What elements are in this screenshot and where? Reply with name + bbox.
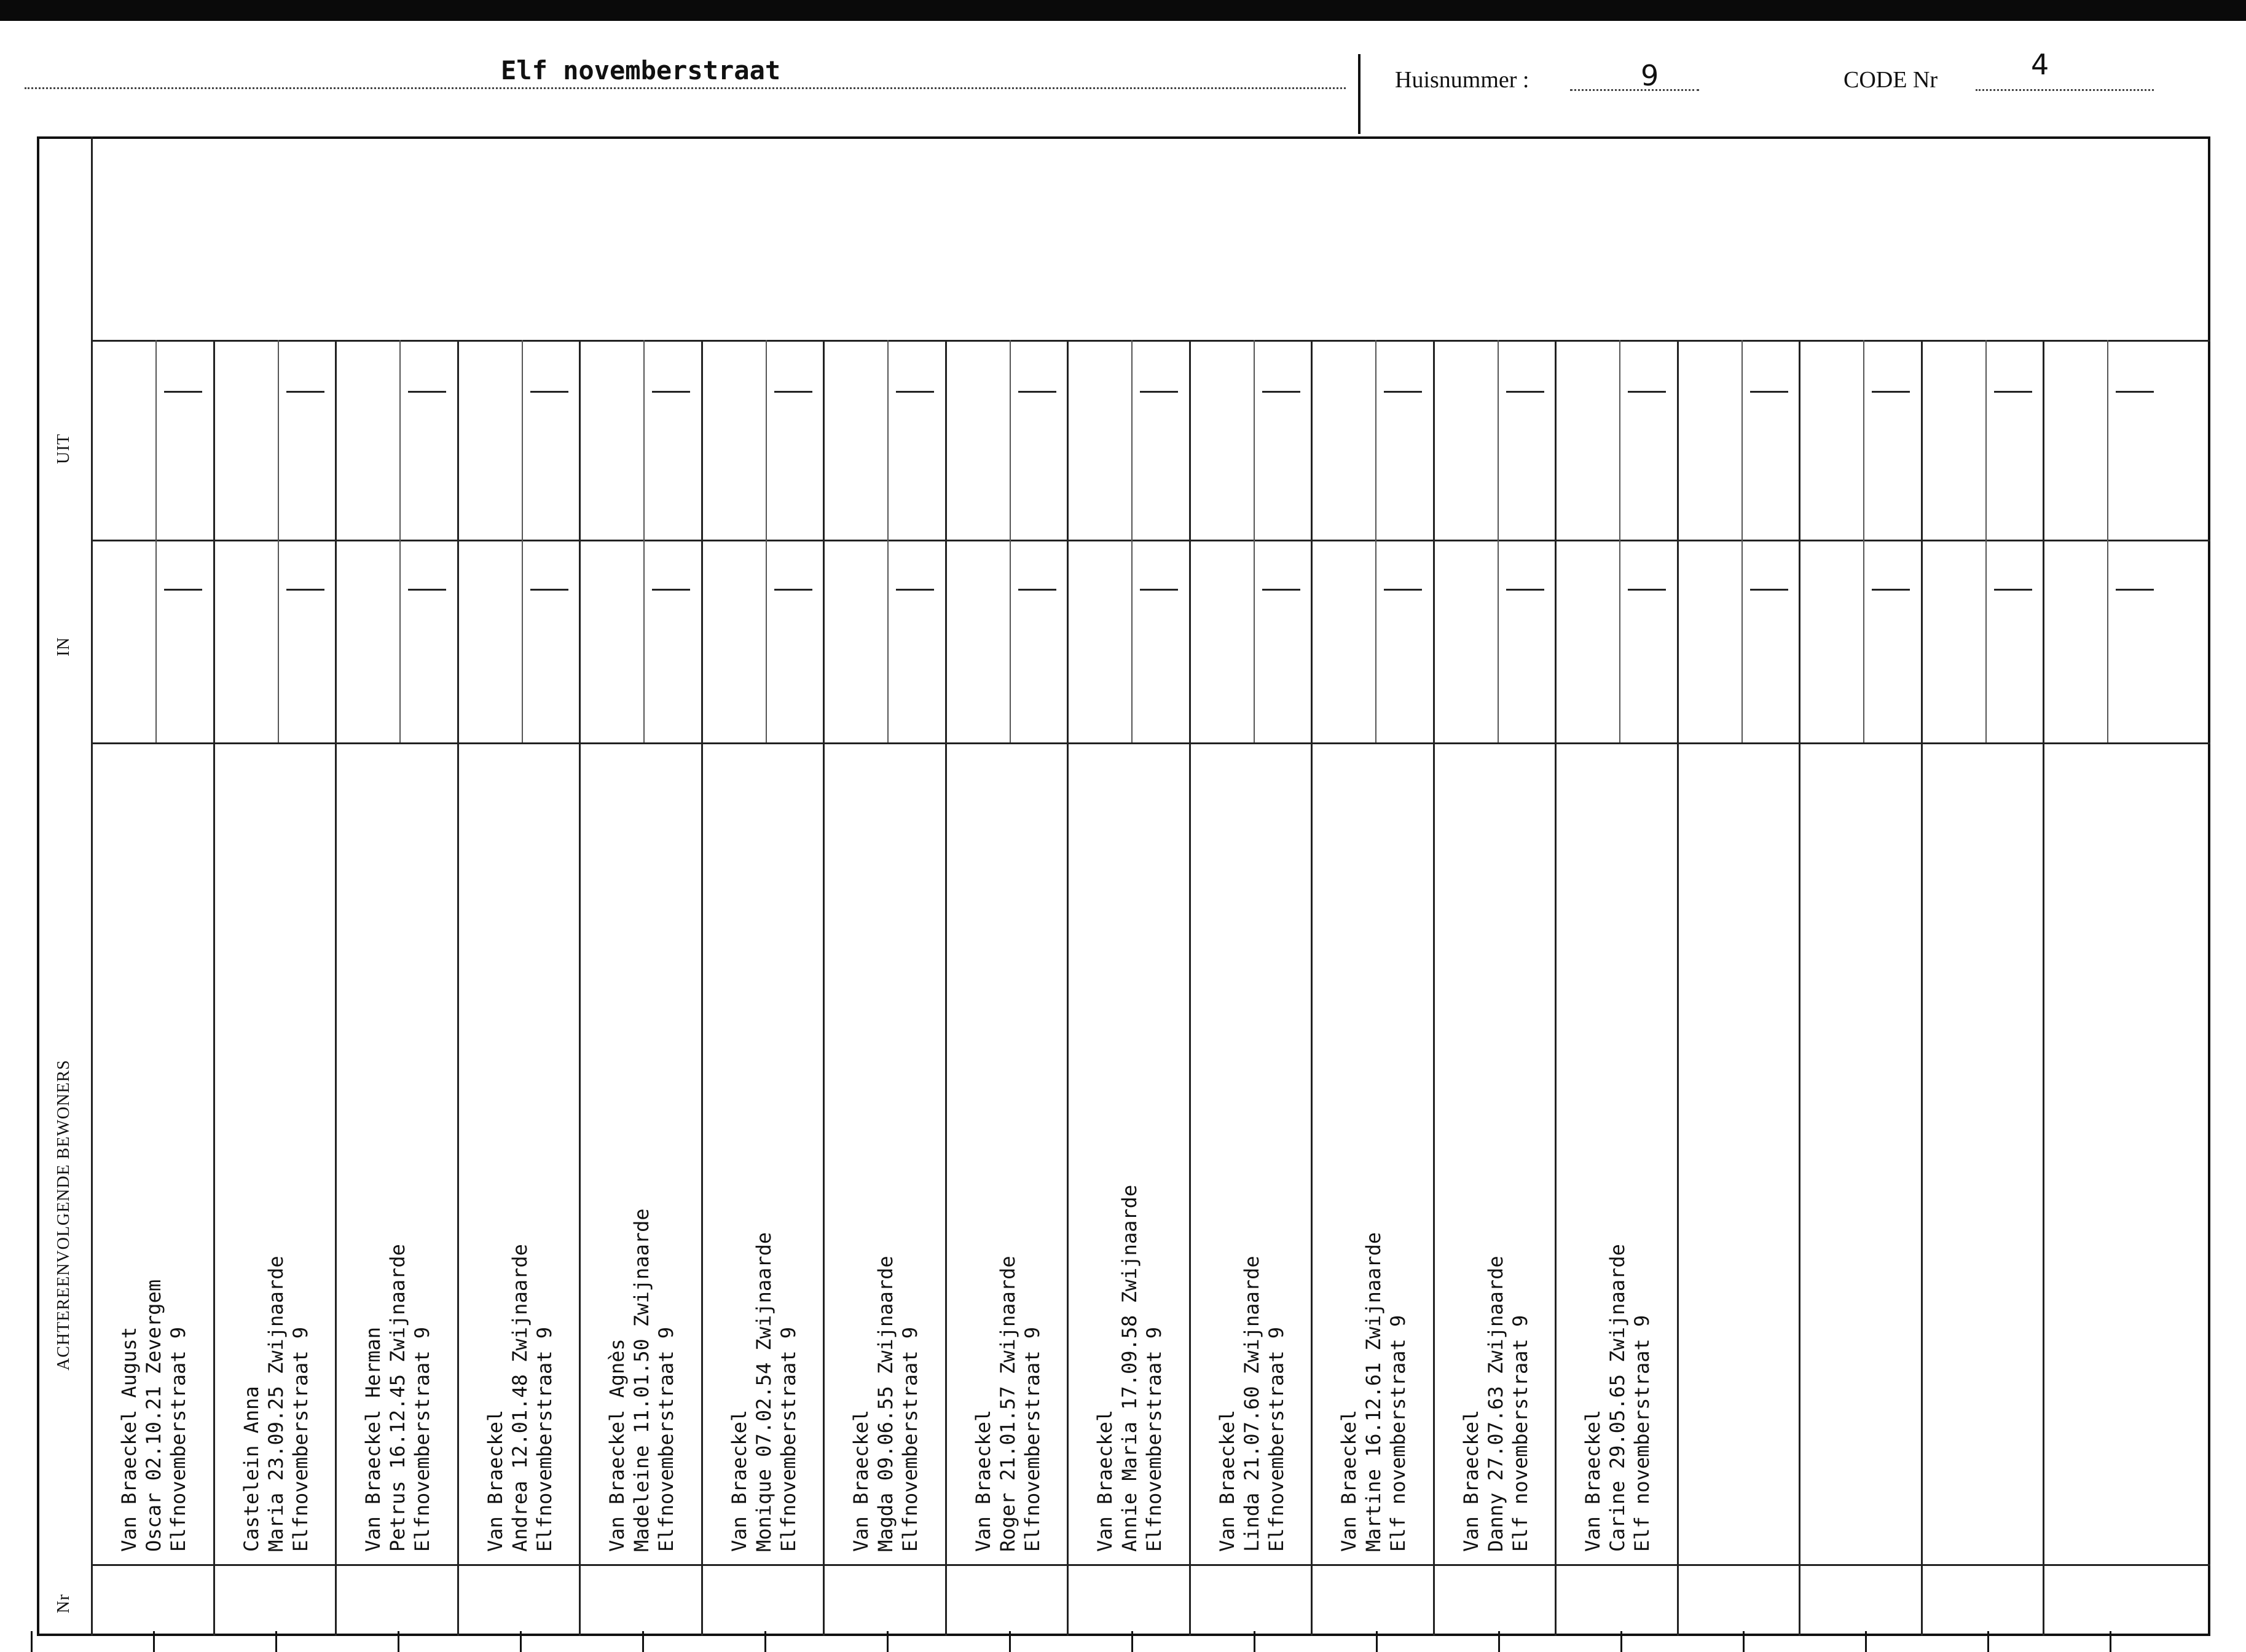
row-border-uit-top [91, 340, 2210, 342]
empty-dash-in [774, 589, 812, 591]
column-subdivider [1254, 340, 1255, 742]
resident-birthdate: 11.01.50 [630, 1339, 653, 1434]
resident-address: Elfnovemberstraat 9 [167, 1326, 190, 1552]
code-dotline [1976, 89, 2154, 91]
empty-dash-uit [1140, 391, 1178, 393]
column-border [1311, 340, 1313, 1636]
column-border [1921, 340, 1923, 1636]
resident-name: Van Braeckel [484, 1409, 507, 1552]
row-border-bewoners-top [91, 742, 2210, 744]
empty-dash-uit [164, 391, 202, 393]
resident-entry [117, 1280, 190, 1552]
column-subdivider [1619, 340, 1620, 742]
resident-entry [1093, 1185, 1166, 1552]
empty-dash-in [1140, 589, 1178, 591]
resident-firstname: Andrea [508, 1481, 532, 1552]
huisnummer-label: Huisnummer : [1395, 67, 1529, 93]
empty-dash-uit [774, 391, 812, 393]
column-border [1067, 340, 1069, 1636]
empty-dash-uit [530, 391, 568, 393]
resident-name: Van Braeckel [1337, 1409, 1361, 1552]
resident-firstname: Carine [1606, 1481, 1629, 1552]
empty-dash-uit [408, 391, 446, 393]
resident-birthplace: Zwijnaarde [508, 1244, 532, 1363]
label-column-border [91, 136, 93, 1636]
resident-name: Van Braeckel [728, 1409, 751, 1552]
resident-birthplace: Zwijnaarde [1118, 1184, 1141, 1304]
resident-address: Elfnovemberstraat 9 [1265, 1326, 1288, 1552]
column-border [945, 340, 947, 1636]
resident-name: Van Braeckel Agnès [605, 1339, 629, 1552]
header-separator [1358, 54, 1361, 134]
resident-address: Elfnovemberstraat 9 [654, 1326, 678, 1552]
resident-firstname: Martine [1362, 1469, 1385, 1552]
empty-dash-in [1994, 589, 2032, 591]
bottom-tick [31, 1631, 33, 1652]
resident-name: Van Braeckel [1581, 1409, 1604, 1552]
resident-birthdate: 02.10.21 [142, 1386, 165, 1481]
resident-birthdate: 16.12.61 [1362, 1362, 1385, 1457]
empty-dash-uit [1506, 391, 1544, 393]
resident-birthdate: 21.01.57 [996, 1386, 1019, 1481]
resident-entry [1215, 1256, 1289, 1552]
scan-top-border [0, 0, 2246, 21]
resident-birthplace: Zwijnaarde [1240, 1256, 1263, 1375]
column-border [823, 340, 825, 1636]
street-dotline [25, 87, 1346, 89]
empty-dash-in [1506, 589, 1544, 591]
resident-birthdate: 12.01.48 [508, 1374, 532, 1469]
resident-address: Elfnovemberstraat 9 [898, 1326, 922, 1552]
bottom-tick [642, 1631, 644, 1652]
resident-birthplace: Zwijnaarde [1362, 1232, 1385, 1351]
resident-birthdate: 29.05.65 [1606, 1374, 1629, 1469]
column-border [1433, 340, 1435, 1636]
empty-dash-uit [1750, 391, 1788, 393]
resident-birthplace: Zwijnaarde [630, 1208, 653, 1327]
column-subdivider [155, 340, 157, 742]
resident-address: Elfnovemberstraat 9 [1142, 1326, 1166, 1552]
resident-birthdate: 23.09.25 [264, 1386, 288, 1481]
column-subdivider [887, 340, 889, 742]
resident-birthdate: 09.06.55 [874, 1386, 897, 1481]
bottom-tick [1987, 1631, 1989, 1652]
resident-birthplace: Zevergem [142, 1279, 165, 1375]
column-subdivider [1375, 340, 1376, 742]
in-label: IN [54, 637, 73, 656]
bottom-tick [764, 1631, 766, 1652]
street-name: Elf novemberstraat [501, 55, 781, 85]
huisnummer-dotline [1570, 89, 1699, 91]
huisnummer-value: 9 [1641, 59, 1659, 92]
resident-firstname: Annie Maria [1118, 1422, 1141, 1552]
bewoners-label: ACHTEREENVOLGENDE BEWONERS [54, 1060, 73, 1371]
empty-dash-in [652, 589, 690, 591]
bottom-tick [275, 1631, 277, 1652]
column-border [457, 340, 459, 1636]
empty-dash-in [896, 589, 934, 591]
resident-address: Elf novemberstraat 9 [1630, 1315, 1654, 1552]
resident-name: Van Braeckel Herman [361, 1326, 385, 1552]
bottom-tick [520, 1631, 522, 1652]
bottom-tick [1131, 1631, 1133, 1652]
empty-dash-in [164, 589, 202, 591]
column-border [579, 340, 581, 1636]
column-border [1677, 340, 1679, 1636]
resident-address: Elfnovemberstraat 9 [289, 1326, 312, 1552]
resident-entry [849, 1256, 922, 1552]
column-border [701, 340, 703, 1636]
empty-dash-in [1018, 589, 1056, 591]
bottom-tick [1498, 1631, 1500, 1652]
resident-address: Elfnovemberstraat 9 [777, 1326, 800, 1552]
resident-entry [727, 1232, 801, 1552]
resident-birthdate: 17.09.58 [1118, 1315, 1141, 1410]
resident-entry [1459, 1256, 1533, 1552]
resident-address: Elfnovemberstraat 9 [1021, 1326, 1044, 1552]
resident-entry [239, 1256, 313, 1552]
resident-address: Elfnovemberstraat 9 [533, 1326, 556, 1552]
column-border [213, 340, 215, 1636]
column-border [2043, 340, 2044, 1636]
empty-dash-in [286, 589, 324, 591]
resident-firstname: Danny [1484, 1492, 1507, 1552]
resident-name: Van Braeckel [1459, 1409, 1483, 1552]
column-subdivider [1010, 340, 1011, 742]
resident-name: Castelein Anna [240, 1386, 263, 1552]
empty-dash-in [530, 589, 568, 591]
empty-dash-in [1750, 589, 1788, 591]
empty-dash-uit [896, 391, 934, 393]
resident-name: Van Braeckel [1215, 1409, 1239, 1552]
resident-address: Elfnovemberstraat 9 [410, 1326, 434, 1552]
bottom-tick [398, 1631, 399, 1652]
resident-name: Van Braeckel [1093, 1409, 1117, 1552]
resident-birthplace: Zwijnaarde [1484, 1256, 1507, 1375]
empty-dash-uit [286, 391, 324, 393]
resident-birthplace: Zwijnaarde [996, 1256, 1019, 1375]
column-border [1799, 340, 1800, 1636]
resident-firstname: Magda [874, 1492, 897, 1552]
empty-dash-uit [1262, 391, 1300, 393]
column-subdivider [1863, 340, 1864, 742]
bottom-tick [1376, 1631, 1378, 1652]
column-border [335, 340, 337, 1636]
resident-name: Van Braeckel [849, 1409, 873, 1552]
column-subdivider [643, 340, 645, 742]
resident-birthplace: Zwijnaarde [874, 1256, 897, 1375]
column-subdivider [2107, 340, 2108, 742]
bottom-tick [1620, 1631, 1622, 1652]
resident-birthplace: Zwijnaarde [1606, 1244, 1629, 1363]
resident-name: Van Braeckel August [117, 1326, 141, 1552]
row-border-nr-top [91, 1564, 2210, 1566]
resident-entry [971, 1256, 1045, 1552]
column-subdivider [766, 340, 767, 742]
resident-entry [1337, 1232, 1410, 1552]
resident-firstname: Petrus [386, 1481, 409, 1552]
resident-address: Elf novemberstraat 9 [1509, 1315, 1532, 1552]
resident-name: Van Braeckel [972, 1409, 995, 1552]
resident-birthplace: Zwijnaarde [264, 1256, 288, 1375]
resident-birthdate: 07.02.54 [752, 1362, 775, 1457]
empty-dash-in [1384, 589, 1422, 591]
column-subdivider [278, 340, 279, 742]
empty-dash-uit [1628, 391, 1666, 393]
resident-entry [605, 1208, 678, 1552]
bottom-tick [1009, 1631, 1011, 1652]
resident-birthdate: 21.07.60 [1240, 1386, 1263, 1481]
resident-firstname: Roger [996, 1492, 1019, 1552]
column-subdivider [1131, 340, 1133, 742]
row-border-in-top [91, 540, 2210, 541]
resident-firstname: Monique [752, 1469, 775, 1552]
empty-dash-uit [1384, 391, 1422, 393]
bottom-tick [153, 1631, 155, 1652]
bottom-tick [1743, 1631, 1745, 1652]
empty-dash-in [1628, 589, 1666, 591]
column-border [1189, 340, 1191, 1636]
bottom-tick [2110, 1631, 2111, 1652]
column-subdivider [1741, 340, 1743, 742]
empty-dash-uit [652, 391, 690, 393]
column-subdivider [1498, 340, 1499, 742]
empty-dash-in [2116, 589, 2154, 591]
resident-entry [361, 1244, 434, 1552]
code-value: 4 [2031, 48, 2049, 81]
resident-birthdate: 27.07.63 [1484, 1386, 1507, 1481]
resident-firstname: Oscar [142, 1492, 165, 1552]
column-subdivider [399, 340, 401, 742]
empty-dash-in [1872, 589, 1910, 591]
resident-firstname: Maria [264, 1492, 288, 1552]
resident-firstname: Madeleine [630, 1445, 653, 1552]
empty-dash-uit [1872, 391, 1910, 393]
bottom-tick [1254, 1631, 1255, 1652]
empty-dash-uit [1018, 391, 1056, 393]
nr-label: Nr [54, 1594, 73, 1613]
empty-dash-uit [1994, 391, 2032, 393]
empty-dash-in [1262, 589, 1300, 591]
code-label: CODE Nr [1844, 67, 1938, 93]
column-subdivider [1985, 340, 1987, 742]
resident-birthdate: 16.12.45 [386, 1374, 409, 1469]
resident-firstname: Linda [1240, 1492, 1263, 1552]
bottom-tick [887, 1631, 889, 1652]
resident-address: Elf novemberstraat 9 [1386, 1315, 1410, 1552]
bottom-tick [1865, 1631, 1867, 1652]
column-subdivider [522, 340, 523, 742]
resident-entry [1580, 1244, 1654, 1552]
resident-entry [483, 1244, 557, 1552]
resident-birthplace: Zwijnaarde [386, 1244, 409, 1363]
column-border [1555, 340, 1557, 1636]
uit-label: UIT [54, 433, 73, 464]
empty-dash-uit [2116, 391, 2154, 393]
resident-birthplace: Zwijnaarde [752, 1232, 775, 1351]
empty-dash-in [408, 589, 446, 591]
